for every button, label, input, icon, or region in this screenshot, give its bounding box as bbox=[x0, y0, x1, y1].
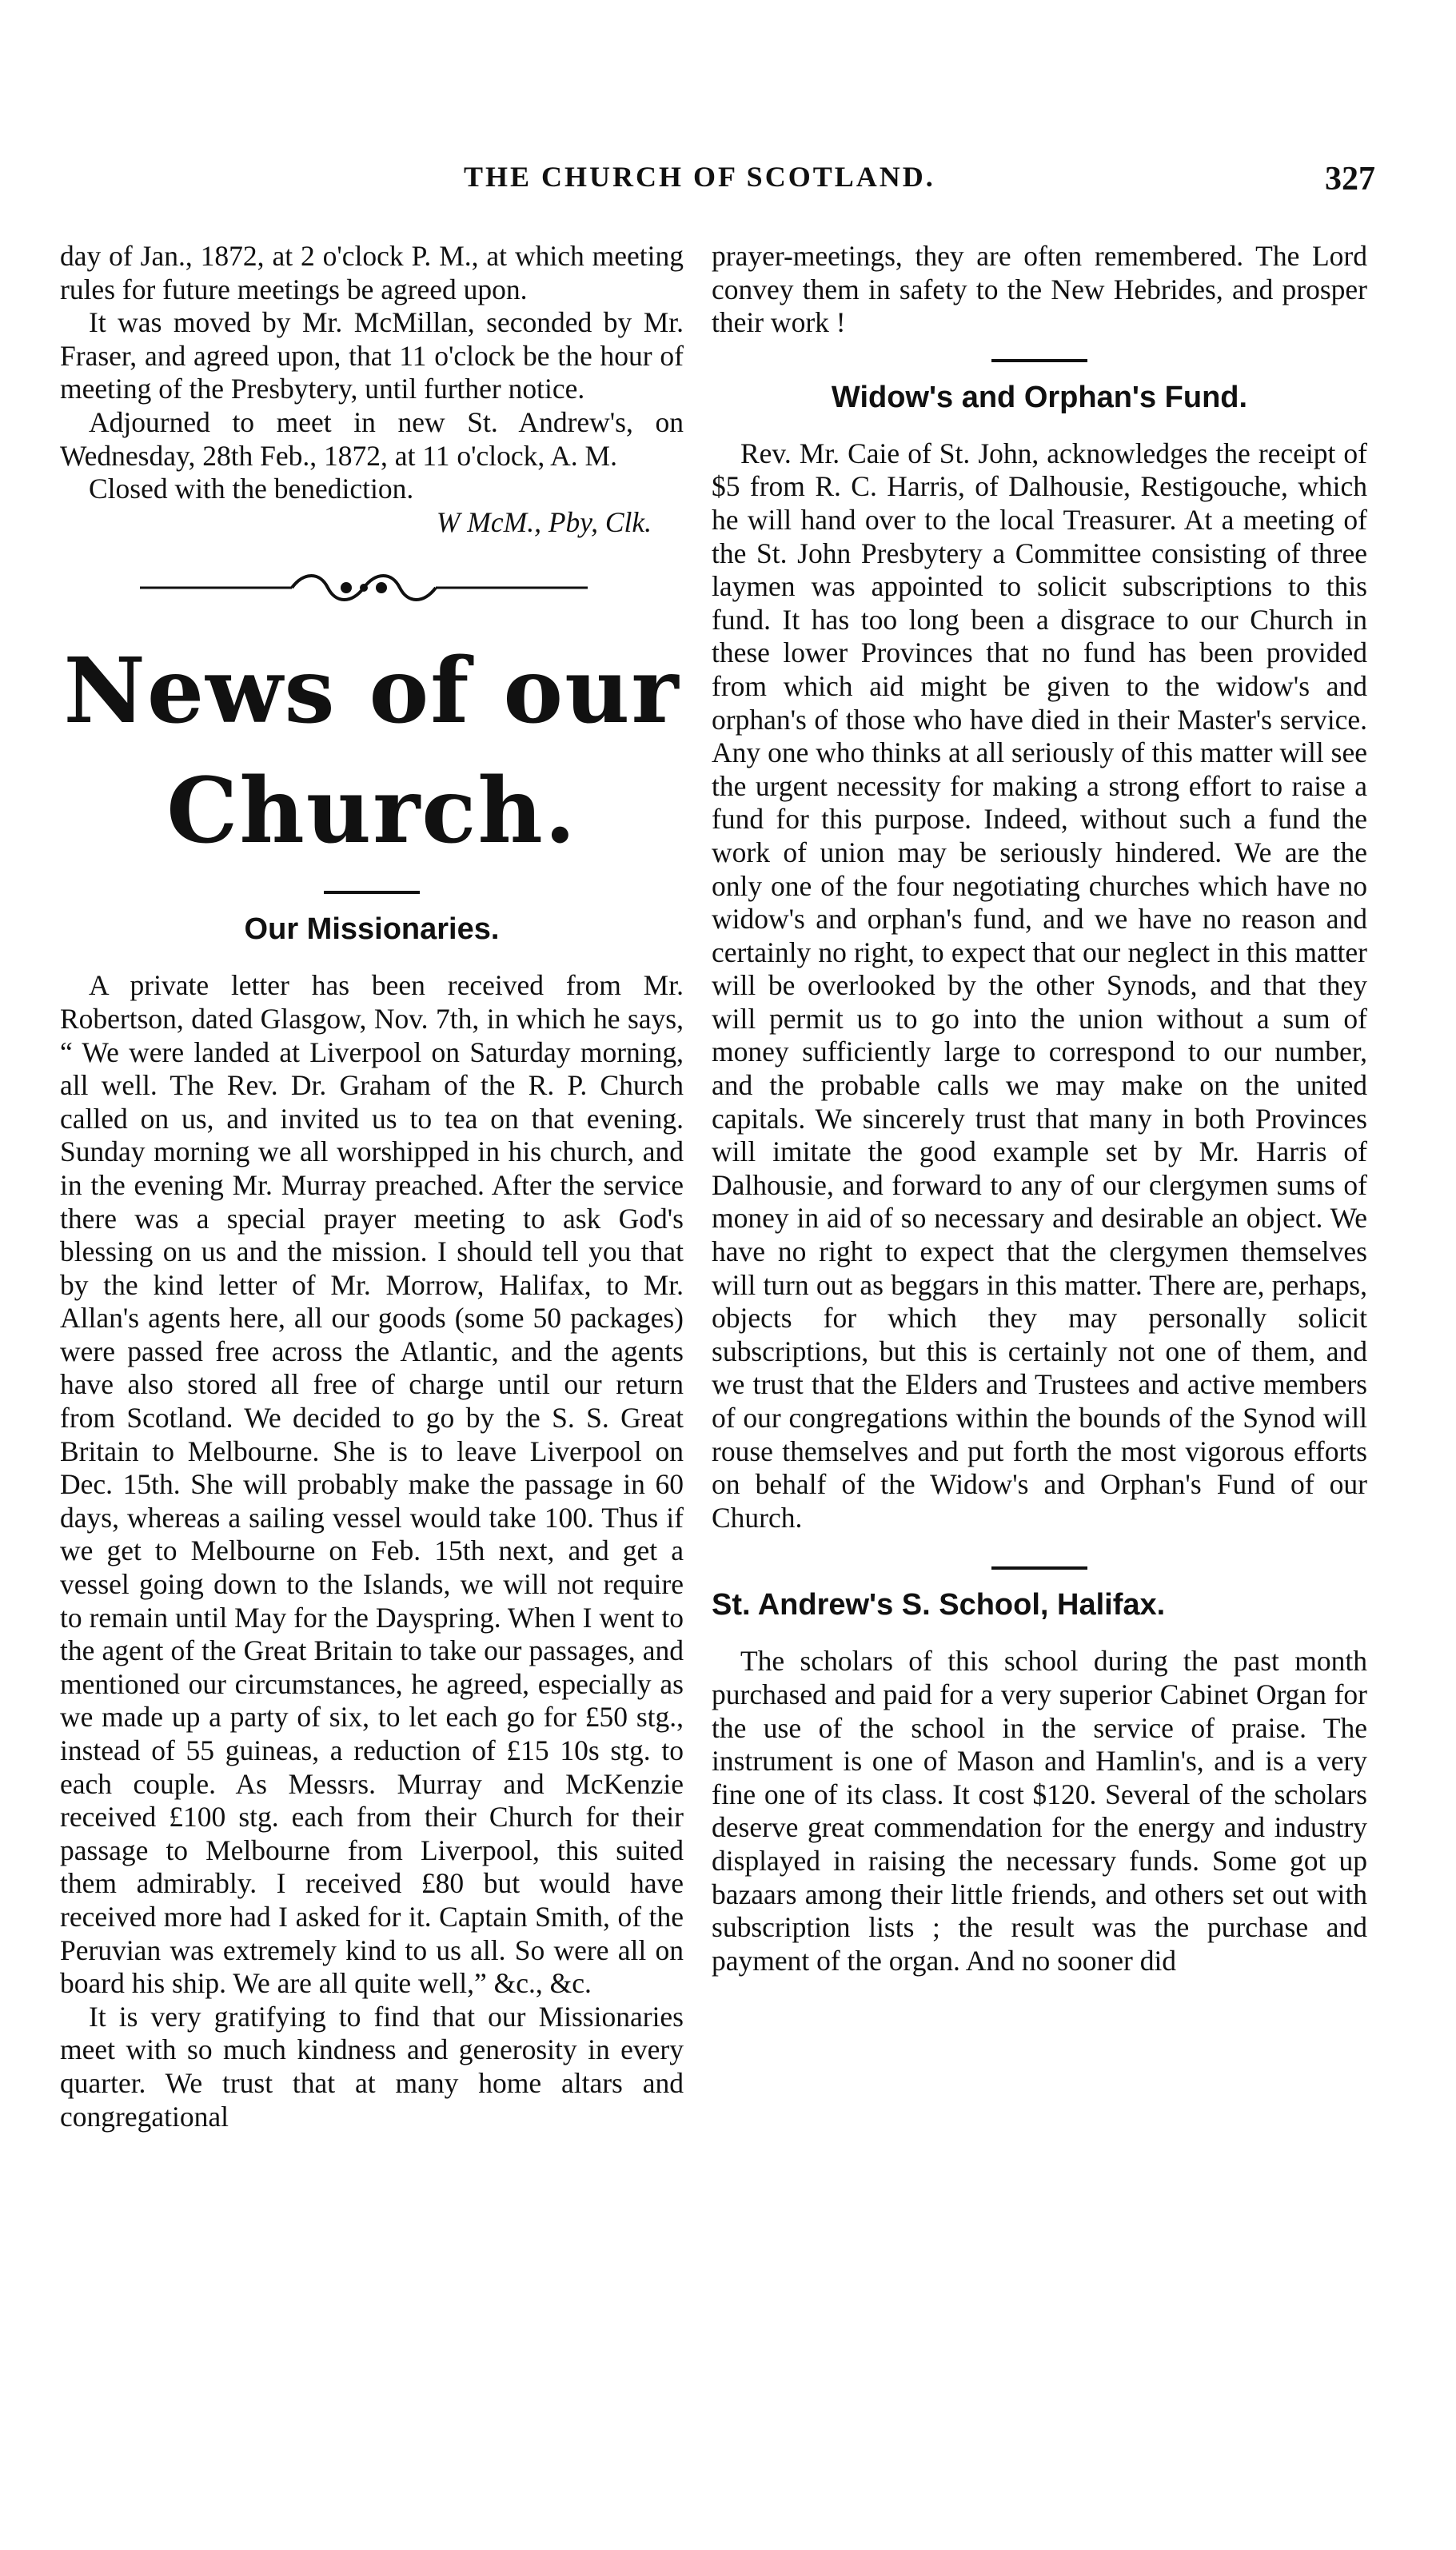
section-masthead: News of our Church. bbox=[63, 639, 680, 864]
ornamental-rule-icon bbox=[140, 568, 588, 608]
running-head bbox=[432, 160, 1375, 208]
missionary-letter-para: A private letter has been received from Mr. Robertson, dated Glasgow, Nov. 7th, in which he says, “ We were landed at Liverpool on Saturday morning, all well. The Rev. Dr. Graham of the R. P. Church called on us, and invited us to tea on that evening. Sunday morning we all worshipped in his church, and in the evening Mr. Murray preached. After the service there was a special prayer meeting to ask God's blessing on us and the mission. I should tell you that by the kind letter of Mr. Morrow, Halifax, to Mr. Allan's agents here, all our goods (some 50 packages) were passed free across the Atlantic, and the agents have also stored all free of charge until our return from Scotland. We decided to go by the S. S. Great Britain to Melbourne. She is to leave Liverpool on Dec. 15th. She will probably make the passage in 60 days, whereas a sailing vessel would take 100. Thus if we get to Melbourne on Feb. 15th next, and get a vessel going down to the Islands, we will not require to remain until May for the Dayspring. When I went to the agent of the Great Britain to take our passages, and mentioned our circumstances, he agreed, especially as we made up a party of six, to let each go for £50 stg., instead of 55 guineas, a reduction of £15 10s stg. to each couple. As Messrs. Murray and McKenzie received £100 stg. each from their Church for their passage to Melbourne from Liverpool, this suited them admirably. I received £80 but would have received more had I asked for it. Captain Smith, of the Peruvian was extremely kind to us all. So were all on board his ship. We are all quite well,” &c., &c. bbox=[60, 969, 684, 2000]
left-column bbox=[60, 240, 684, 2133]
missionary-closing-para: It is very gratifying to find that our Missionaries meet with so much kindness and generosity in every quarter. We trust that at many home altars and congregational bbox=[60, 2000, 684, 2133]
masthead-divider bbox=[324, 891, 420, 894]
section-divider bbox=[991, 359, 1087, 362]
presbytery-minutes-para-3: Adjourned to meet in new St. Andrew's, on Wednesday, 28th Feb., 1872, at 11 o'clock, A. M. bbox=[60, 405, 684, 472]
heading-our-missionaries: Our Missionaries. bbox=[244, 912, 500, 947]
widows-fund-para: Rev. Mr. Caie of St. John, acknowledges the receipt of $5 from R. C. Harris, of Dalhousie, Restigouche, which he will hand over to the local Treasurer. At a meeting of the St. John Presbytery a Committee consisting of three laymen was appointed to solicit subscriptions to this fund. It has too long been a disgrace to our Church in these lower Provinces that no fund has been provided from which aid might be given to the widow's and orphan's of those who have died in their Master's service. Any one who thinks at all seriously of this matter will see the urgent necessity for making a strong effort to raise a fund for this purpose. Indeed, without such a fund the work of union may be seriously hindered. We are the only one of the four negotiating churches which have no widow's and orphan's fund, and we have no reason and certainly no right, to expect that our neglect in this matter will be overlooked by the other Synods, and that they will permit us to go into the union without a sum of money sufficiently large to correspond to our number, and the probable calls we may make on the united capitals. We sincerely trust that many in both Provinces will imitate the good example set by Mr. Harris of Dalhousie, and forward to any of our clergymen sums of money in aid of so necessary and desirable an object. We have no right to expect that the clergymen themselves will turn out as beggars in this matter. There are, perhaps, objects for which they may personally solicit subscriptions, but this is certainly not one of them, and we trust that the Elders and Trustees and active members of our congregations within the bounds of the Synod will rouse themselves and put forth the most vigorous efforts on behalf of the Widow's and Orphan's Fund of our Church. bbox=[712, 437, 1367, 1534]
sunday-school-para: The scholars of this school during the past month purchased and paid for a very superior Cabinet Organ for the use of the school in the service of praise. The instrument is one of Mason and Hamlin's, and is a very fine one of its class. It cost $120. Several of the scholars deserve great commendation for the energy and industry displayed in raising the necessary funds. Some got up bazaars among their little friends, and others set out with subscription lists ; the result was the purchase and payment of the organ. And no sooner did bbox=[712, 1645, 1367, 1977]
presbytery-minutes-para-2: It was moved by Mr. McMillan, seconded by Mr. Fraser, and agreed upon, that 11 o'clock be the hour of meeting of the Presbytery, until further notice. bbox=[60, 306, 684, 405]
presbytery-minutes-para-1: day of Jan., 1872, at 2 o'clock P. M., at which meeting rules for future meetings be agreed upon. bbox=[60, 240, 684, 305]
presbytery-minutes-para-4: Closed with the benediction. bbox=[89, 473, 414, 505]
clerk-signature: W McM., Pby, Clk. bbox=[436, 505, 652, 538]
prayer-meetings-para: prayer-meetings, they are often remembered. The Lord convey them in safety to the New Hebrides, and prosper their work ! bbox=[712, 240, 1367, 339]
running-title: THE CHURCH OF SCOTLAND. bbox=[464, 161, 935, 193]
ornamental-rule bbox=[60, 568, 684, 608]
heading-sunday-school: St. Andrew's S. School, Halifax. bbox=[712, 1588, 1166, 1622]
page-number: 327 bbox=[1325, 161, 1375, 198]
heading-widows-fund: Widow's and Orphan's Fund. bbox=[831, 380, 1248, 414]
section-divider bbox=[991, 1566, 1087, 1570]
right-column bbox=[712, 240, 1367, 1977]
